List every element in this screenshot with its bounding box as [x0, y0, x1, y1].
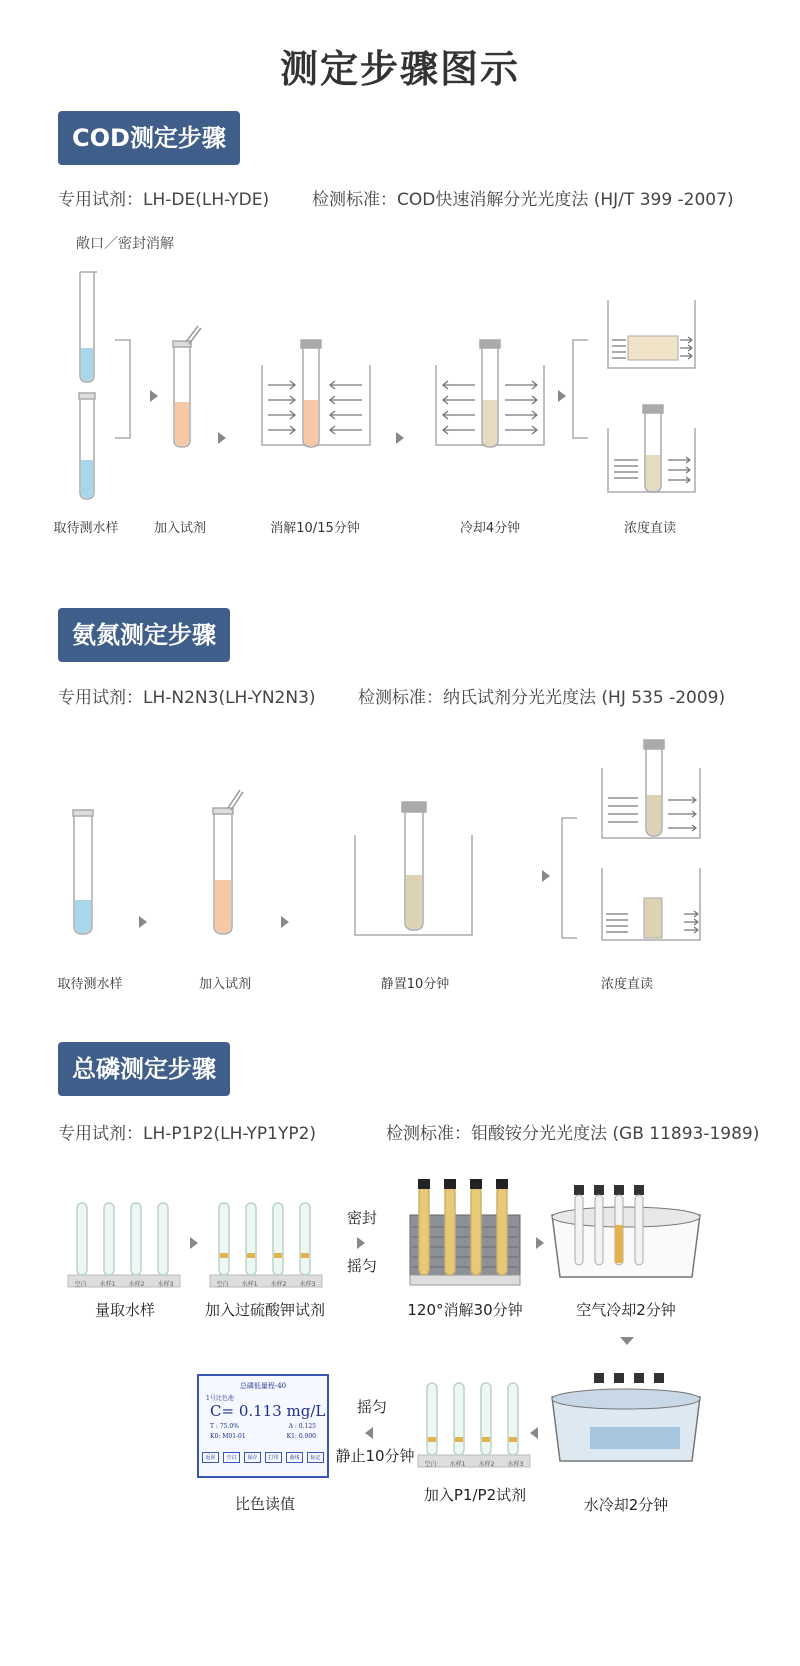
phos-step-7: 比色读值	[234, 1495, 295, 1513]
ammonia-arrow-3	[542, 870, 550, 882]
cod-bracket-1	[115, 340, 130, 438]
cod-arrow-3	[396, 432, 404, 444]
cod-digest-liquid	[304, 400, 318, 446]
phos-note-shake-1: 摇匀	[346, 1257, 377, 1275]
cod-read-cuvette	[628, 336, 678, 360]
phos-rack-2	[210, 1203, 322, 1287]
phos-rack-1	[68, 1203, 180, 1287]
phos-arrow-4	[365, 1427, 373, 1439]
phos-arrow-1	[190, 1237, 198, 1249]
cod-cool-liquid	[483, 400, 497, 446]
phosphorus-standard: 检测标准：钼酸铵分光光度法 (GB 11893-1989)	[386, 1124, 760, 1144]
ammonia-step-3: 静置10分钟	[380, 977, 450, 992]
cod-note: 敞口／密封消解	[76, 236, 174, 252]
ammonia-bracket	[562, 818, 577, 938]
cod-reagent: 专用试剂：LH-DE(LH-YDE)	[58, 190, 270, 210]
phos-rack-3-labels: 空白 水样1 水样2 水样3	[424, 1461, 524, 1468]
screen-reading: C= 0.113 mg/L	[210, 1402, 326, 1420]
cod-step-2: 加入试剂	[153, 521, 206, 536]
ammonia-reagent-liquid	[215, 880, 231, 933]
cod-sample-liquid-2	[81, 460, 93, 498]
ammonia-reagent: 专用试剂：LH-N2N3(LH-YN2N3)	[58, 688, 316, 708]
cod-diagram	[0, 260, 800, 560]
phos-screen	[200, 1377, 326, 1475]
ammonia-step-2: 加入试剂	[198, 977, 251, 992]
screen-button-blank[interactable]: 空白	[223, 1452, 239, 1463]
cod-bracket-2	[573, 340, 588, 438]
phos-heater	[410, 1179, 520, 1285]
phos-step-4: 空气冷却2分钟	[576, 1301, 676, 1319]
phos-note-seal: 密封	[346, 1209, 377, 1227]
phosphorus-section-heading: 总磷测定步骤	[58, 1042, 230, 1096]
cod-arrow-4	[558, 390, 566, 402]
ammonia-read-liquid	[647, 795, 661, 835]
phos-note-shake-2: 摇匀	[356, 1398, 387, 1416]
ammonia-step-4: 浓度直读	[600, 977, 653, 992]
screen-button-back[interactable]: 返回	[202, 1452, 218, 1463]
screen-button-print[interactable]: 打印	[265, 1452, 281, 1463]
ammonia-arrow-1	[139, 916, 147, 928]
phos-arrow-down	[620, 1337, 634, 1345]
phos-air-rack	[552, 1185, 700, 1277]
cod-step-5: 浓度直读	[623, 521, 676, 536]
phos-step-3: 120°消解30分钟	[407, 1301, 523, 1319]
phos-step-5: 水冷却2分钟	[583, 1496, 669, 1514]
ammonia-standard: 检测标准：纳氏试剂分光光度法 (HJ 535 -2009)	[358, 688, 726, 708]
cod-section-heading: COD测定步骤	[58, 111, 240, 165]
phos-rack-2-labels: 空白 水样1 水样2 水样3	[216, 1281, 316, 1288]
phos-rack-3	[418, 1383, 530, 1467]
phos-step-6: 加入P1/P2试剂	[423, 1486, 527, 1504]
screen-title: 总磷低量程-40	[239, 1382, 287, 1390]
ammonia-stand-liquid	[406, 875, 422, 929]
ammonia-sample-liquid	[75, 900, 91, 933]
ammonia-read-cuvette	[644, 898, 662, 938]
page-title: 测定步骤图示	[279, 47, 520, 91]
screen-mode: 1号比色池	[206, 1395, 234, 1402]
cod-standard: 检测标准：COD快速消解分光光度法 (HJ/T 399 -2007)	[312, 190, 734, 210]
cod-step-3: 消解10/15分钟	[270, 521, 360, 536]
cod-step-1: 取待测水样	[53, 521, 119, 536]
phos-note-rest: 静止10分钟	[335, 1447, 415, 1465]
screen-t: T : 75.0%	[210, 1423, 239, 1430]
phos-step-1: 量取水样	[94, 1301, 155, 1319]
screen-button-curve[interactable]: 曲线	[286, 1452, 302, 1463]
screen-k0: K0: M01-01	[210, 1433, 246, 1440]
screen-button-calibrate[interactable]: 标定	[307, 1452, 323, 1463]
cod-read-liquid	[646, 455, 660, 491]
ammonia-arrow-2	[281, 916, 289, 928]
phos-rack-1-labels: 空白 水样1 水样2 水样3	[74, 1281, 174, 1288]
ammonia-diagram	[0, 730, 800, 950]
cod-arrow-1	[150, 390, 158, 402]
ammonia-section-heading: 氨氮测定步骤	[58, 608, 230, 662]
cod-arrow-2	[218, 432, 226, 444]
phos-water-rack	[552, 1373, 700, 1461]
screen-a: A : 0.125	[288, 1423, 316, 1430]
cod-step-4: 冷却4分钟	[459, 521, 521, 536]
cod-sample-liquid-1	[81, 348, 93, 381]
ammonia-step-1: 取待测水样	[57, 977, 123, 992]
phosphorus-reagent: 专用试剂：LH-P1P2(LH-YP1YP2)	[58, 1124, 317, 1144]
phos-arrow-3	[530, 1427, 538, 1439]
phos-step-2: 加入过硫酸钾试剂	[204, 1301, 325, 1319]
phos-arrow-2	[536, 1237, 544, 1249]
screen-button-save[interactable]: 保存	[244, 1452, 260, 1463]
phos-arrow-seal	[357, 1237, 365, 1249]
cod-reagent-liquid	[175, 402, 189, 446]
screen-k1: K1: 0.900	[286, 1433, 316, 1440]
